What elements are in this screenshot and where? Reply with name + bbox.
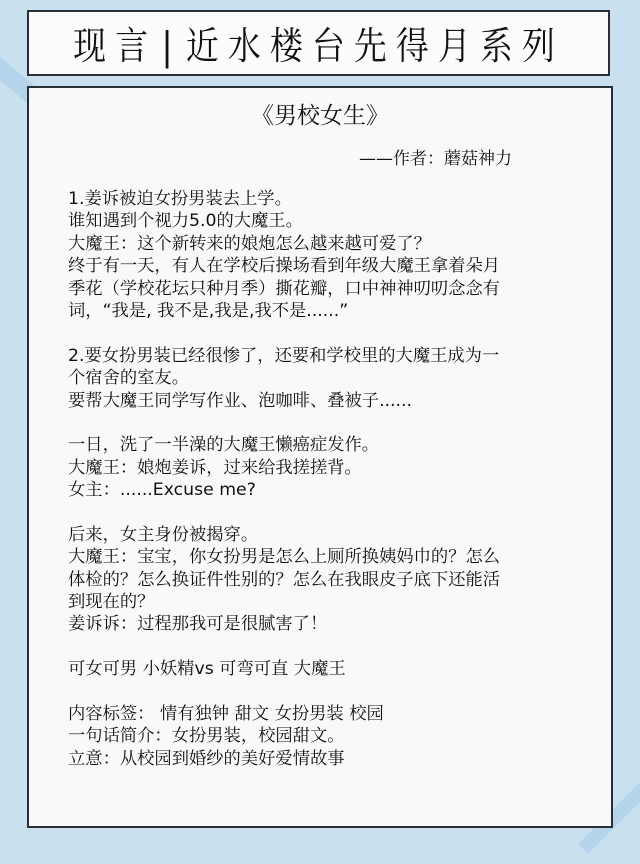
synopsis-line: 一日，洗了一半澡的大魔王懒癌症发作。 bbox=[68, 435, 380, 456]
book-title: 《男校女生》 bbox=[251, 103, 389, 129]
content-card bbox=[27, 86, 613, 828]
synopsis-line: 大魔王：这个新转来的娘炮怎么越来越可爱了？ bbox=[68, 233, 431, 254]
synopsis-line: 内容标签： 情有独钟 甜文 女扮男装 校园 bbox=[68, 703, 384, 724]
synopsis-line: 后来，女主身份被揭穿。 bbox=[68, 524, 259, 545]
book-author: ——作者：蘑菇神力 bbox=[359, 149, 512, 169]
synopsis-line: 大魔王：宝宝，你女扮男是怎么上厕所换姨妈巾的？怎么 bbox=[68, 547, 501, 568]
synopsis-line: 可女可男 小妖精vs 可弯可直 大魔王 bbox=[68, 659, 346, 680]
synopsis-line: 姜诉诉：过程那我可是很腻害了！ bbox=[68, 614, 328, 635]
synopsis-line: 一句话简介：女扮男装，校园甜文。 bbox=[68, 726, 345, 747]
paragraph-gap bbox=[68, 636, 591, 658]
series-title: 现言|近水楼台先得月系列 bbox=[73, 22, 564, 68]
synopsis-line: 体检的？怎么换证件性别的？怎么在我眼皮子底下还能活 bbox=[68, 569, 501, 590]
paragraph-gap bbox=[68, 501, 591, 523]
series-header bbox=[27, 10, 610, 76]
paragraph-gap bbox=[68, 681, 591, 703]
synopsis-line: 季花（学校花坛只种月季）撕花瓣，口中神神叨叨念念有 bbox=[68, 278, 501, 299]
synopsis-line: 大魔王：娘炮姜诉，过来给我搓搓背。 bbox=[68, 457, 362, 478]
synopsis bbox=[68, 188, 591, 770]
synopsis-line: 谁知遇到个视力5.0的大魔王。 bbox=[68, 211, 303, 232]
synopsis-line: 女主：......Excuse me? bbox=[68, 480, 256, 501]
synopsis-line: 要帮大魔王同学写作业、泡咖啡、叠被子...... bbox=[68, 390, 413, 411]
paragraph-gap bbox=[68, 412, 591, 434]
synopsis-line: 终于有一天，有人在学校后操场看到年级大魔王拿着朵月 bbox=[68, 256, 501, 277]
synopsis-line: 个宿舍的室友。 bbox=[68, 368, 189, 389]
synopsis-line: 词，“我是, 我不是,我是,我不是......” bbox=[68, 300, 349, 321]
synopsis-line: 到现在的？ bbox=[68, 592, 155, 613]
synopsis-line: 2.要女扮男装已经很惨了，还要和学校里的大魔王成为一 bbox=[68, 345, 500, 366]
paragraph-gap bbox=[68, 322, 591, 344]
synopsis-line: 立意：从校园到婚纱的美好爱情故事 bbox=[68, 748, 345, 769]
synopsis-line: 1.姜诉被迫女扮男装去上学。 bbox=[68, 189, 292, 209]
